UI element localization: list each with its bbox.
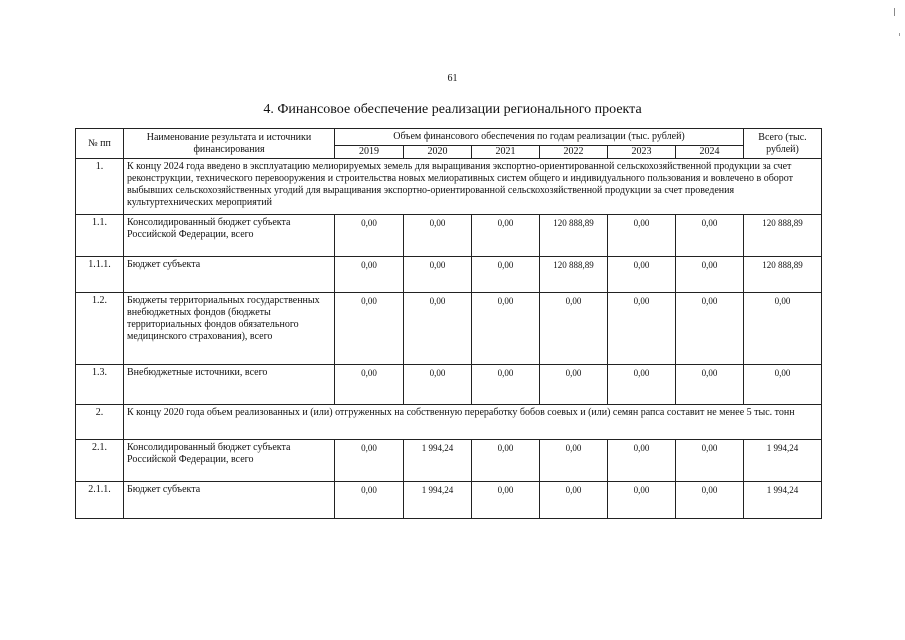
table-row [76,482,822,519]
cell-value: 0,00 [608,482,676,519]
header-year: 2022 [540,146,608,159]
header-year: 2021 [472,146,540,159]
header-year: 2019 [335,146,404,159]
cell-value: 0,00 [472,293,540,365]
financing-table [75,128,822,519]
cell-value: 0,00 [540,365,608,405]
row-number: 2. [76,405,124,440]
cell-value: 0,00 [608,215,676,257]
cell-value: 0,00 [472,257,540,293]
header-name: Наименование результата и источники финансирования [124,129,335,159]
table-row [76,365,822,405]
table-row [76,293,822,365]
row-name: Бюджет субъекта [124,482,335,519]
cell-value: 0,00 [472,215,540,257]
row-name: Бюджет субъекта [124,257,335,293]
header-year: 2024 [676,146,744,159]
cell-value: 0,00 [404,215,472,257]
cell-total: 120 888,89 [744,215,822,257]
cell-value: 0,00 [404,365,472,405]
cell-total: 1 994,24 [744,440,822,482]
row-number: 2.1. [76,440,124,482]
cell-value: 0,00 [676,215,744,257]
table-row [76,257,822,293]
cell-value: 0,00 [676,440,744,482]
header-year: 2023 [608,146,676,159]
cell-value: 0,00 [676,257,744,293]
cell-value: 0,00 [335,482,404,519]
cell-value: 0,00 [540,293,608,365]
cell-value: 0,00 [335,293,404,365]
row-number: 1.2. [76,293,124,365]
cell-value: 0,00 [335,215,404,257]
cell-value: 0,00 [472,440,540,482]
page-number: 61 [447,73,458,84]
cell-total: 0,00 [744,293,822,365]
cell-total: 1 994,24 [744,482,822,519]
page-title: 4. Финансовое обеспечение реализации регионального проекта [263,102,642,117]
cell-value: 0,00 [608,440,676,482]
cell-value: 1 994,24 [404,440,472,482]
margin-mark [896,33,900,36]
header-num: № пп [76,129,124,159]
header-total: Всего (тыс. рублей) [744,129,822,159]
row-number: 1.1.1. [76,257,124,293]
cell-value: 0,00 [608,365,676,405]
table-row [76,440,822,482]
cell-value: 120 888,89 [540,257,608,293]
margin-mark [894,8,895,16]
cell-value: 0,00 [335,365,404,405]
cell-value: 0,00 [404,257,472,293]
header-year: 2020 [404,146,472,159]
cell-value: 1 994,24 [404,482,472,519]
cell-value: 0,00 [608,293,676,365]
row-number: 1.3. [76,365,124,405]
cell-value: 0,00 [472,482,540,519]
cell-total: 0,00 [744,365,822,405]
row-number: 1.1. [76,215,124,257]
row-name: Консолидированный бюджет субъекта Российской Федерации, всего [124,215,335,257]
table-row [76,159,822,215]
cell-value: 0,00 [540,482,608,519]
cell-total: 120 888,89 [744,257,822,293]
cell-value: 0,00 [404,293,472,365]
header-volume: Объем финансового обеспечения по годам реализации (тыс. рублей) [335,129,744,146]
row-name: Внебюджетные источники, всего [124,365,335,405]
cell-value: 0,00 [676,365,744,405]
cell-value: 120 888,89 [540,215,608,257]
section-text: К концу 2024 года введено в эксплуатацию мелиорируемых земель для выращивания экспортно-ориентированной сельскохозяйственной продукции за счет реконструкции, технического перевооружения и строительства новых мелиоративных систем общего и индивидуального пользования и вовлечено в оборот выбывших сельскохозяйственных угодий для выращивания экспортно-ориентированной сельскохозяйственной продукции за счет проведения культуртехнических мероприятий [124,159,822,215]
cell-value: 0,00 [472,365,540,405]
cell-value: 0,00 [676,293,744,365]
table-row [76,405,822,440]
table-row [76,215,822,257]
row-name: Бюджеты территориальных государственных внебюджетных фондов (бюджеты территориальных фондов обязательного медицинского страхования), всего [124,293,335,365]
cell-value: 0,00 [676,482,744,519]
cell-value: 0,00 [335,257,404,293]
cell-value: 0,00 [335,440,404,482]
cell-value: 0,00 [540,440,608,482]
row-name: Консолидированный бюджет субъекта Российской Федерации, всего [124,440,335,482]
row-number: 1. [76,159,124,215]
cell-value: 0,00 [608,257,676,293]
row-number: 2.1.1. [76,482,124,519]
section-text: К концу 2020 года объем реализованных и (или) отгруженных на собственную переработку бобов соевых и (или) семян рапса составит не менее 5 тыс. тонн [124,405,822,440]
